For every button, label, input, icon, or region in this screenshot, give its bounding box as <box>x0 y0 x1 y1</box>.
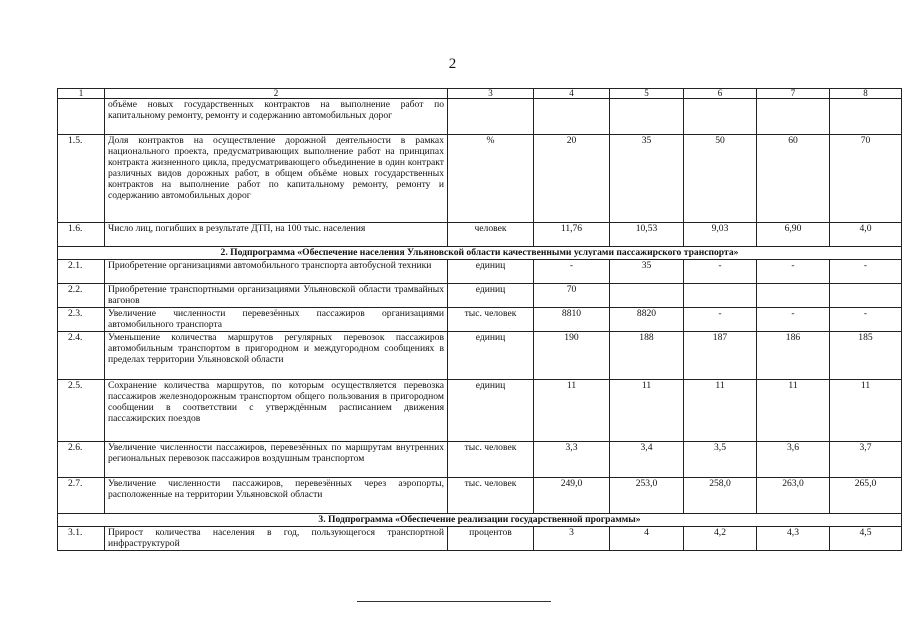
value-cell: 186 <box>757 332 830 380</box>
value-cell: 60 <box>757 135 830 223</box>
value-cell: 11 <box>757 380 830 442</box>
section-heading: 3. Подпрограмма «Обеспечение реализации государственной программы» <box>58 514 902 527</box>
value-cell: 70 <box>534 284 610 308</box>
value-cell: - <box>757 308 830 332</box>
value-cell: 185 <box>830 332 902 380</box>
row-number: 2.1. <box>58 260 105 284</box>
value-cell: - <box>830 308 902 332</box>
value-cell: 10,53 <box>610 223 684 247</box>
value-cell: 8820 <box>610 308 684 332</box>
column-header: 2 <box>105 89 448 99</box>
value-cell <box>610 284 684 308</box>
table-row <box>58 284 902 308</box>
unit-cell: % <box>448 135 534 223</box>
row-number: 1.5. <box>58 135 105 223</box>
value-cell: 6,90 <box>757 223 830 247</box>
value-cell: 8810 <box>534 308 610 332</box>
column-header: 5 <box>610 89 684 99</box>
row-number: 2.2. <box>58 284 105 308</box>
value-cell: 3,5 <box>684 442 757 478</box>
indicator-name: Увеличение численности перевезённых пассажиров организациями автомобильного транспорта <box>105 308 448 332</box>
page-number: 2 <box>448 56 457 72</box>
indicator-name: Увеличение численности пассажиров, перевезённых по маршрутам внутренних региональных перевозок пассажиров воздушным транспортом <box>105 442 448 478</box>
column-header: 8 <box>830 89 902 99</box>
unit-cell: тыс. человек <box>448 442 534 478</box>
value-cell: 11 <box>830 380 902 442</box>
column-number-row <box>58 89 902 99</box>
value-cell: - <box>684 308 757 332</box>
value-cell: 253,0 <box>610 478 684 514</box>
row-number: 2.4. <box>58 332 105 380</box>
value-cell: 3,6 <box>757 442 830 478</box>
value-cell: 11,76 <box>534 223 610 247</box>
value-cell: 258,0 <box>684 478 757 514</box>
value-cell: 188 <box>610 332 684 380</box>
table-row <box>58 527 902 551</box>
value-cell: 3,3 <box>534 442 610 478</box>
value-cell <box>830 284 902 308</box>
value-cell: 11 <box>610 380 684 442</box>
unit-cell: единиц <box>448 260 534 284</box>
indicators-table <box>57 88 902 551</box>
value-cell <box>684 284 757 308</box>
column-header: 4 <box>534 89 610 99</box>
unit-cell: единиц <box>448 380 534 442</box>
unit-cell <box>448 99 534 135</box>
unit-cell: человек <box>448 223 534 247</box>
unit-cell: процентов <box>448 527 534 551</box>
value-cell: - <box>684 260 757 284</box>
column-header: 6 <box>684 89 757 99</box>
value-cell: 3 <box>534 527 610 551</box>
indicator-name: Уменьшение количества маршрутов регулярных перевозок пассажиров автомобильным транспортом в пригородном и междугородном сообщениях в пределах территории Ульяновской области <box>105 332 448 380</box>
table-row <box>58 478 902 514</box>
value-cell <box>610 99 684 135</box>
value-cell: 3,7 <box>830 442 902 478</box>
table-row <box>58 99 902 135</box>
value-cell: - <box>534 260 610 284</box>
value-cell: 187 <box>684 332 757 380</box>
value-cell: 4,3 <box>757 527 830 551</box>
table-row <box>58 260 902 284</box>
section-heading-row <box>58 247 902 260</box>
unit-cell: единиц <box>448 284 534 308</box>
value-cell: 50 <box>684 135 757 223</box>
value-cell: 11 <box>534 380 610 442</box>
value-cell: 190 <box>534 332 610 380</box>
unit-cell: тыс. человек <box>448 478 534 514</box>
column-header: 3 <box>448 89 534 99</box>
value-cell: 70 <box>830 135 902 223</box>
table-row <box>58 380 902 442</box>
indicator-name: объёме новых государственных контрактов на выполнение работ по капитальному ремонту, ремонту и содержанию автомобильных дорог <box>105 99 448 135</box>
indicator-name: Доля контрактов на осуществление дорожной деятельности в рамках национального проекта, предусматривающих выполнение работ на принципах контракта жизненного цикла, предусматривающего объединение в один контракт различных видов дорожных работ, в общем объёме новых государственных контрактов на выполнение работ по капитальному ремонту, ремонту и содержанию автомобильных дорог <box>105 135 448 223</box>
column-header: 1 <box>58 89 105 99</box>
value-cell: - <box>757 260 830 284</box>
row-number: 2.3. <box>58 308 105 332</box>
value-cell: 4 <box>610 527 684 551</box>
table-row <box>58 332 902 380</box>
table-row <box>58 308 902 332</box>
value-cell: 35 <box>610 260 684 284</box>
value-cell <box>757 284 830 308</box>
row-number: 2.7. <box>58 478 105 514</box>
unit-cell: единиц <box>448 332 534 380</box>
row-number: 2.5. <box>58 380 105 442</box>
unit-cell: тыс. человек <box>448 308 534 332</box>
value-cell: 4,0 <box>830 223 902 247</box>
value-cell: 20 <box>534 135 610 223</box>
table-row <box>58 135 902 223</box>
value-cell <box>757 99 830 135</box>
value-cell: 263,0 <box>757 478 830 514</box>
row-number: 3.1. <box>58 527 105 551</box>
value-cell: 35 <box>610 135 684 223</box>
value-cell: 9,03 <box>684 223 757 247</box>
row-number: 2.6. <box>58 442 105 478</box>
indicator-name: Число лиц, погибших в результате ДТП, на 100 тыс. населения <box>105 223 448 247</box>
row-number: 1.6. <box>58 223 105 247</box>
column-header: 7 <box>757 89 830 99</box>
table-row <box>58 442 902 478</box>
value-cell: 265,0 <box>830 478 902 514</box>
row-number <box>58 99 105 135</box>
indicator-name: Приобретение транспортными организациями Ульяновской области трамвайных вагонов <box>105 284 448 308</box>
value-cell: 249,0 <box>534 478 610 514</box>
footer-rule <box>357 601 551 602</box>
value-cell: 3,4 <box>610 442 684 478</box>
value-cell: 4,5 <box>830 527 902 551</box>
value-cell <box>830 99 902 135</box>
value-cell: - <box>830 260 902 284</box>
indicator-name: Сохранение количества маршрутов, по которым осуществляется перевозка пассажиров железнодорожным транспортом общего пользования в пригородном сообщении в соответствии с утверждённым расписанием движения пассажирских поездов <box>105 380 448 442</box>
indicator-name: Увеличение численности пассажиров, перевезённых через аэропорты, расположенные на территории Ульяновской области <box>105 478 448 514</box>
table-row <box>58 223 902 247</box>
section-heading-row <box>58 514 902 527</box>
value-cell: 11 <box>684 380 757 442</box>
value-cell: 4,2 <box>684 527 757 551</box>
section-heading: 2. Подпрограмма «Обеспечение населения Ульяновской области качественными услугами пассажирского транспорта» <box>58 247 902 260</box>
value-cell <box>534 99 610 135</box>
indicator-name: Прирост количества населения в год, пользующегося транспортной инфраструктурой <box>105 527 448 551</box>
value-cell <box>684 99 757 135</box>
indicator-name: Приобретение организациями автомобильного транспорта автобусной техники <box>105 260 448 284</box>
